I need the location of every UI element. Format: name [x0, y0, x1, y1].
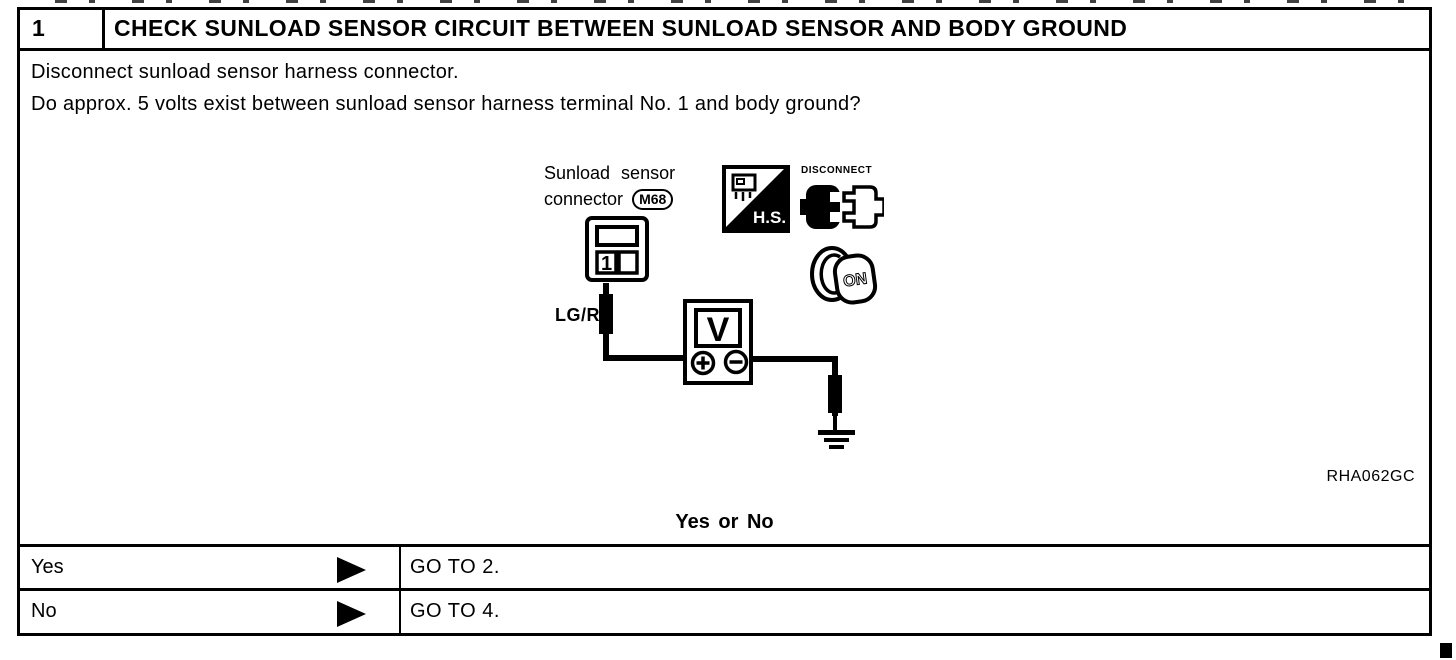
disconnect-label: DISCONNECT: [801, 165, 873, 176]
connector-id-badge: M68: [632, 189, 673, 210]
connector-disconnect-icon: [800, 179, 884, 235]
scan-artifact-top-edge: [55, 0, 1405, 3]
result-action: GO TO 4.: [410, 600, 500, 622]
body-ground-bar-2: [824, 438, 849, 442]
connector-label-text: connector: [544, 189, 624, 209]
body-ground-icon: [818, 430, 855, 435]
sunload-sensor-connector-icon: [584, 215, 650, 285]
table-line-answer-divider: [399, 544, 401, 636]
table-line-row-yes-top: [17, 544, 1432, 547]
plus-terminal-icon: [693, 353, 714, 374]
table-line-row-no-top: [17, 588, 1432, 591]
instruction-line-1: Disconnect sunload sensor harness connector.: [31, 61, 459, 83]
connector-label-line-1: Sunload sensor: [544, 163, 676, 183]
probe-tip-right: [828, 375, 842, 413]
wire-color-label: LG/R: [555, 305, 600, 325]
connector-label-line-2: [544, 189, 673, 210]
body-ground-bar-3: [829, 445, 844, 449]
figure-code: RHA062GC: [1326, 468, 1415, 485]
wire-to-voltmeter: [603, 355, 691, 361]
step-number: 1: [32, 15, 45, 41]
probe-tip-left: [599, 294, 613, 334]
voltmeter-display-label: V: [706, 311, 730, 349]
table-line-stepnum-divider: [102, 7, 105, 51]
result-action: GO TO 2.: [410, 556, 500, 578]
terminal-number-label: 1: [601, 253, 613, 275]
hand-held-tester-icon: [722, 165, 790, 233]
instruction-line-2: Do approx. 5 volts exist between sunload sensor harness terminal No. 1 and body ground?: [31, 93, 861, 115]
step-title: CHECK SUNLOAD SENSOR CIRCUIT BETWEEN SUNLOAD SENSOR AND BODY GROUND: [114, 15, 1128, 41]
question-prompt: Yes or No: [675, 511, 774, 533]
result-condition: Yes: [31, 556, 64, 578]
arrow-right-icon: [337, 601, 366, 627]
voltmeter-icon: [683, 299, 753, 385]
minus-terminal-icon: [726, 352, 747, 373]
scan-artifact-corner-mark: [1440, 643, 1452, 658]
arrow-right-icon: [337, 557, 366, 583]
table-line-header-separator: [17, 48, 1432, 51]
result-condition: No: [31, 600, 57, 622]
hs-badge-label: H.S.: [753, 208, 787, 227]
ignition-key-on-icon: [808, 243, 880, 311]
ignition-on-label: ON: [842, 270, 869, 291]
wire-from-voltmeter: [750, 356, 838, 362]
